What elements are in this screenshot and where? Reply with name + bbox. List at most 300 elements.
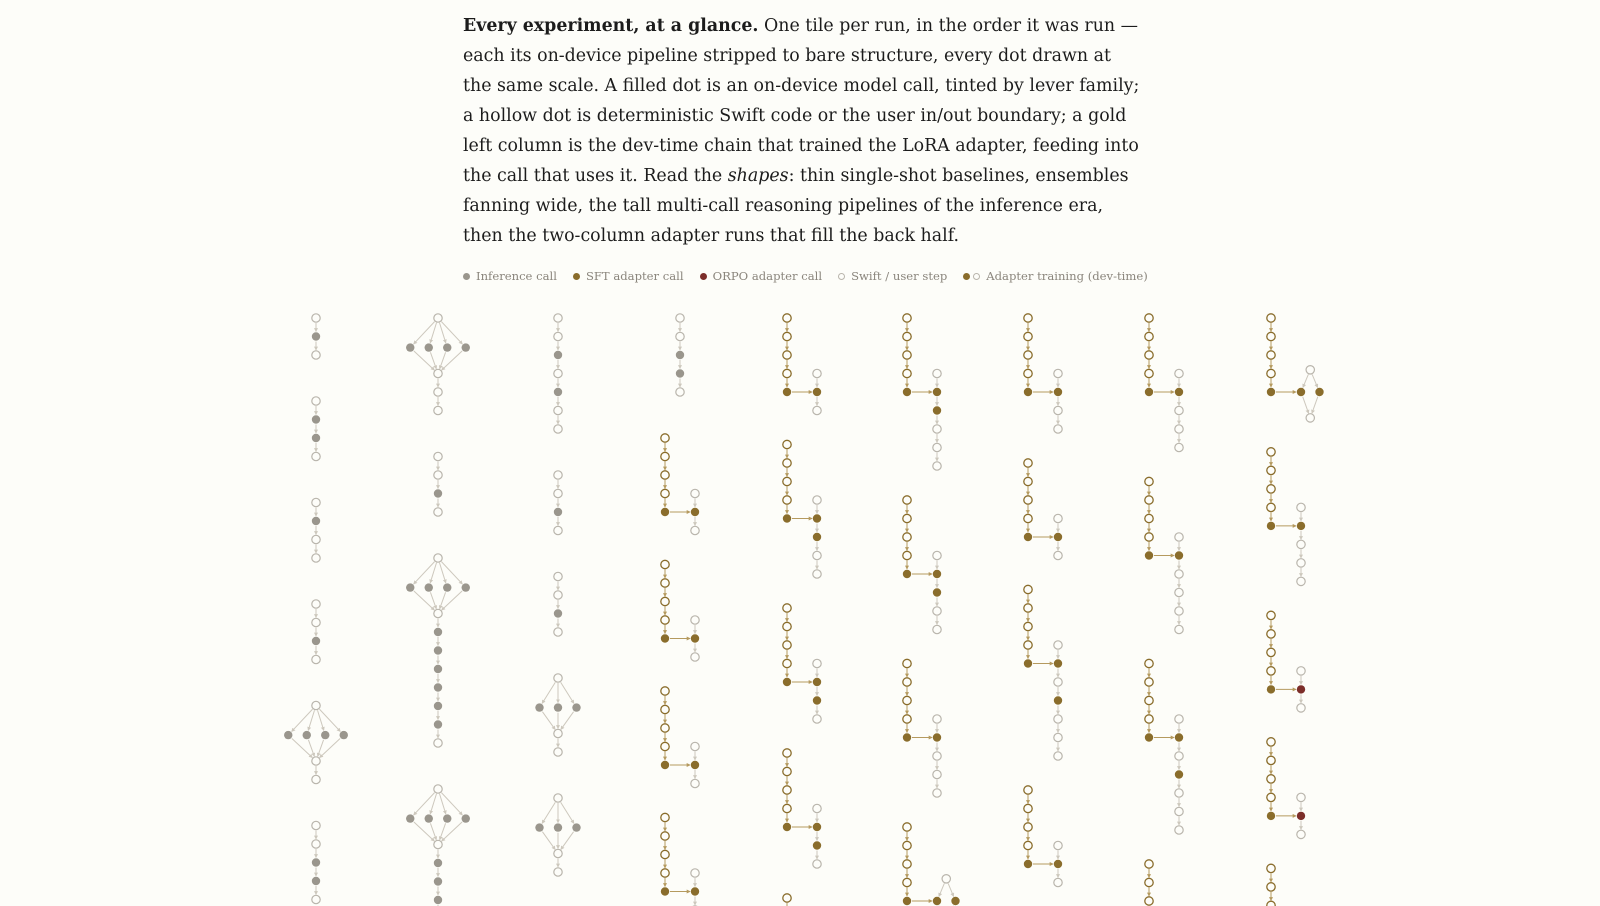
training-node — [783, 641, 791, 649]
training-node — [783, 314, 791, 322]
training-node — [1145, 897, 1153, 905]
intro-emphasis: shapes — [727, 166, 789, 186]
swift-step-node — [933, 607, 941, 615]
adapter-train-output-node — [1267, 685, 1275, 693]
adapter-call-node — [933, 733, 941, 741]
swift-step-node — [1175, 807, 1183, 815]
adapter-call-node — [1297, 388, 1305, 396]
swift-step-node — [1175, 425, 1183, 433]
swift-step-node — [933, 462, 941, 470]
swift-step-node — [1297, 540, 1305, 548]
ensemble-call-node — [406, 814, 414, 822]
swift-step-node — [434, 369, 442, 377]
training-node — [1145, 314, 1153, 322]
swift-step-node — [554, 314, 562, 322]
swift-step-node — [312, 775, 320, 783]
training-node — [1267, 611, 1275, 619]
training-node — [903, 860, 911, 868]
model-call-node — [312, 877, 320, 885]
swift-step-node — [933, 625, 941, 633]
training-node — [1267, 448, 1275, 456]
pipeline-edge — [542, 712, 555, 730]
adapter-train-output-node — [783, 678, 791, 686]
adapter-train-output-node — [1145, 388, 1153, 396]
training-node — [903, 332, 911, 340]
swift-step-node — [1175, 826, 1183, 834]
adapter-call-node — [813, 678, 821, 686]
training-node — [1267, 793, 1275, 801]
intro-text-1: One tile per run, in the order it was run — each its on-device pipeline stripped to bare structure, every dot drawn at the same scale. A filled dot is an on-device model call, tinted by lever family; a hollow dot is deterministic Swift code or the user in/out boundary; a gold left column is the dev-time chain that trained the LoRA adapter, feeding into the call that uses it. Read the — [463, 16, 1140, 186]
swift-step-node — [691, 742, 699, 750]
pipeline-edge — [542, 832, 555, 850]
training-node — [661, 434, 669, 442]
training-node — [903, 533, 911, 541]
swift-step-node — [813, 551, 821, 559]
model-call-node — [1054, 696, 1062, 704]
model-call-node — [434, 683, 442, 691]
training-node — [903, 878, 911, 886]
swift-step-node — [691, 489, 699, 497]
pipeline-edge — [318, 740, 324, 756]
swift-step-node — [676, 332, 684, 340]
swift-step-node — [1054, 369, 1062, 377]
pipeline-edge — [542, 682, 555, 703]
model-call-node — [312, 434, 320, 442]
ensemble-call-node — [443, 343, 451, 351]
adapter-call-node — [1054, 533, 1062, 541]
swift-step-node — [554, 628, 562, 636]
pipeline-edge — [1303, 374, 1308, 387]
training-node — [903, 715, 911, 723]
ensemble-call-node — [462, 814, 470, 822]
training-node — [1024, 369, 1032, 377]
swift-step-node — [1297, 667, 1305, 675]
adapter-call-node — [1175, 388, 1183, 396]
ensemble-call-node — [572, 823, 580, 831]
adapter-train-output-node — [661, 634, 669, 642]
ensemble-call-node — [340, 731, 348, 739]
swift-step-node — [312, 535, 320, 543]
training-node — [1024, 841, 1032, 849]
training-node — [903, 314, 911, 322]
model-call-node — [434, 665, 442, 673]
swift-step-node — [933, 789, 941, 797]
swift-step-node — [1175, 533, 1183, 541]
swift-step-node — [434, 739, 442, 747]
adapter-train-output-node — [783, 514, 791, 522]
training-node — [783, 659, 791, 667]
model-call-node — [1175, 770, 1183, 778]
adapter-call-node — [691, 761, 699, 769]
pipeline-edge — [948, 883, 953, 896]
swift-step-node — [1054, 752, 1062, 760]
swift-step-node — [554, 674, 562, 682]
swift-step-node — [1175, 443, 1183, 451]
swift-step-node — [691, 526, 699, 534]
training-node — [661, 742, 669, 750]
swift-step-node — [312, 701, 320, 709]
model-call-node — [434, 720, 442, 728]
training-node — [661, 705, 669, 713]
swift-step-node — [1306, 366, 1314, 374]
adapter-train-output-node — [903, 733, 911, 741]
adapter-train-output-node — [661, 761, 669, 769]
training-node — [1267, 351, 1275, 359]
training-node — [903, 351, 911, 359]
adapter-call-node — [933, 897, 941, 905]
training-node — [903, 496, 911, 504]
swift-step-node — [691, 616, 699, 624]
swift-step-node — [1054, 733, 1062, 741]
adapter-train-output-node — [1024, 388, 1032, 396]
swift-step-node — [554, 729, 562, 737]
swift-step-node — [434, 609, 442, 617]
training-node — [903, 659, 911, 667]
legend-label-training: Adapter training (dev-time) — [986, 269, 1148, 283]
swift-step-node — [434, 314, 442, 322]
swift-step-node — [434, 554, 442, 562]
training-node — [1267, 630, 1275, 638]
ensemble-call-node — [554, 703, 562, 711]
training-node — [783, 369, 791, 377]
swift-step-node — [554, 369, 562, 377]
swift-step-node — [554, 471, 562, 479]
swift-step-node — [1175, 588, 1183, 596]
model-call-node — [933, 406, 941, 414]
training-node — [1267, 667, 1275, 675]
swift-step-node — [942, 875, 950, 883]
swift-step-node — [1054, 841, 1062, 849]
training-node — [1024, 332, 1032, 340]
model-call-node — [434, 702, 442, 710]
swift-step-node — [312, 821, 320, 829]
training-node — [1267, 485, 1275, 493]
pipeline-edge — [440, 823, 446, 839]
model-call-node — [676, 369, 684, 377]
legend-label-inference: Inference call — [476, 269, 557, 283]
adapter-call-node — [813, 514, 821, 522]
training-node — [1267, 756, 1275, 764]
swift-step-node — [813, 860, 821, 868]
model-call-node — [554, 388, 562, 396]
training-node — [661, 560, 669, 568]
pipeline-edge — [430, 352, 436, 368]
training-node — [661, 579, 669, 587]
model-call-node — [554, 351, 562, 359]
adapter-train-output-node — [1267, 388, 1275, 396]
swift-step-node — [312, 554, 320, 562]
training-node — [1267, 883, 1275, 891]
swift-step-node — [434, 452, 442, 460]
model-call-node — [434, 877, 442, 885]
swift-step-node — [1297, 503, 1305, 511]
training-node — [1145, 860, 1153, 868]
training-node — [903, 514, 911, 522]
model-call-node — [434, 628, 442, 636]
training-node — [1145, 659, 1153, 667]
training-node — [783, 477, 791, 485]
training-node — [1145, 351, 1153, 359]
swift-step-node — [1306, 414, 1314, 422]
training-node — [783, 786, 791, 794]
swift-step-node — [813, 715, 821, 723]
training-node — [1145, 477, 1153, 485]
adapter-train-output-node — [1145, 551, 1153, 559]
model-call-node — [434, 489, 442, 497]
training-node — [1145, 332, 1153, 340]
swift-step-node — [691, 779, 699, 787]
training-node — [1267, 738, 1275, 746]
training-node — [1267, 369, 1275, 377]
ensemble-call-node — [443, 583, 451, 591]
swift-step-node — [691, 653, 699, 661]
swift-step-node — [933, 551, 941, 559]
pipeline-edge — [430, 592, 436, 608]
adapter-call-node — [1175, 733, 1183, 741]
model-call-node — [813, 696, 821, 704]
swift-step-node — [1054, 715, 1062, 723]
swift-step-node — [1297, 577, 1305, 585]
pipeline-edge — [440, 592, 446, 608]
swift-step-node — [1175, 607, 1183, 615]
pipeline-edge — [440, 352, 446, 368]
ensemble-call-node — [406, 343, 414, 351]
pipeline-edge — [1303, 397, 1309, 413]
swift-step-node — [813, 570, 821, 578]
training-node — [1145, 678, 1153, 686]
training-node — [783, 749, 791, 757]
ensemble-call-node — [535, 823, 543, 831]
training-node — [903, 823, 911, 831]
swift-step-node — [1175, 715, 1183, 723]
swift-step-node — [554, 425, 562, 433]
swift-step-node — [1054, 551, 1062, 559]
swift-step-node — [554, 868, 562, 876]
model-call-node — [312, 858, 320, 866]
swift-step-node — [1175, 789, 1183, 797]
swift-step-node — [676, 388, 684, 396]
swift-step-node — [554, 572, 562, 580]
swift-step-node — [1054, 406, 1062, 414]
swift-step-node — [691, 869, 699, 877]
ensemble-call-node — [425, 583, 433, 591]
swift-step-node — [554, 332, 562, 340]
adapter-call-node — [933, 570, 941, 578]
training-node — [661, 597, 669, 605]
adapter-train-output-node — [783, 823, 791, 831]
training-node — [783, 496, 791, 504]
swift-step-node — [813, 369, 821, 377]
training-node — [661, 616, 669, 624]
training-node — [661, 687, 669, 695]
adapter-train-output-node — [661, 508, 669, 516]
training-node — [1267, 314, 1275, 322]
model-call-node — [434, 896, 442, 904]
swift-step-node — [1297, 704, 1305, 712]
training-node — [783, 459, 791, 467]
swift-step-node — [312, 314, 320, 322]
ensemble-call-node — [572, 703, 580, 711]
training-node — [1024, 641, 1032, 649]
swift-step-node — [1297, 559, 1305, 567]
swift-step-node — [1054, 425, 1062, 433]
training-node — [661, 850, 669, 858]
swift-step-node — [1175, 752, 1183, 760]
swift-step-node — [1175, 406, 1183, 414]
swift-step-node — [312, 655, 320, 663]
ensemble-call-node — [462, 343, 470, 351]
training-node — [1024, 585, 1032, 593]
training-node — [1145, 696, 1153, 704]
training-node — [1267, 864, 1275, 872]
model-call-node — [434, 859, 442, 867]
adapter-train-output-node — [903, 388, 911, 396]
swift-step-node — [434, 508, 442, 516]
adapter-call-node — [1297, 522, 1305, 530]
training-node — [1267, 466, 1275, 474]
swift-step-node — [312, 840, 320, 848]
swift-step-node — [933, 752, 941, 760]
adapter-train-output-node — [903, 570, 911, 578]
swift-step-node — [434, 471, 442, 479]
training-node — [661, 813, 669, 821]
model-call-node — [434, 646, 442, 654]
swift-step-node — [434, 840, 442, 848]
pipeline-edge — [561, 832, 574, 850]
pipeline-edge — [561, 802, 574, 823]
training-node — [1024, 786, 1032, 794]
model-call-node — [813, 533, 821, 541]
swift-step-node — [554, 591, 562, 599]
intro-text-2: : thin single-shot baselines, ensembles fanning wide, the tall multi-call reasoning pipelines of the inference era, then the two-column adapter runs that fill the back half. — [463, 166, 1129, 246]
swift-step-node — [813, 804, 821, 812]
swift-step-node — [1054, 514, 1062, 522]
pipeline-edge — [308, 740, 314, 756]
swift-step-node — [1054, 678, 1062, 686]
training-node — [1024, 496, 1032, 504]
swift-step-node — [1175, 369, 1183, 377]
adapter-call-node — [1297, 685, 1305, 693]
adapter-call-node — [1054, 860, 1062, 868]
training-node — [783, 351, 791, 359]
swift-step-node — [554, 406, 562, 414]
training-node — [1024, 351, 1032, 359]
training-node — [661, 471, 669, 479]
swift-step-node — [933, 715, 941, 723]
swift-step-node — [434, 785, 442, 793]
legend-label-sft: SFT adapter call — [585, 269, 684, 283]
swift-step-node — [434, 406, 442, 414]
adapter-call-node — [691, 887, 699, 895]
pipeline-edge — [430, 823, 436, 839]
swift-step-node — [312, 452, 320, 460]
training-node — [1024, 823, 1032, 831]
adapter-call-node — [813, 388, 821, 396]
training-node — [661, 832, 669, 840]
training-node — [1145, 369, 1153, 377]
training-node — [1145, 514, 1153, 522]
swift-step-node — [312, 895, 320, 903]
training-node — [783, 804, 791, 812]
adapter-call-node — [951, 897, 959, 905]
training-node — [1145, 533, 1153, 541]
swift-step-node — [1297, 793, 1305, 801]
swift-step-node — [813, 496, 821, 504]
training-node — [783, 622, 791, 630]
training-node — [783, 767, 791, 775]
training-node — [661, 869, 669, 877]
adapter-train-output-node — [1145, 733, 1153, 741]
ensemble-call-node — [303, 731, 311, 739]
training-node — [783, 440, 791, 448]
adapter-call-node — [1297, 812, 1305, 820]
adapter-train-output-node — [903, 897, 911, 905]
ensemble-call-node — [535, 703, 543, 711]
swift-step-node — [312, 498, 320, 506]
swift-step-node — [434, 388, 442, 396]
training-node — [1024, 804, 1032, 812]
training-node — [903, 696, 911, 704]
swift-step-node — [554, 489, 562, 497]
adapter-train-output-node — [1267, 522, 1275, 530]
swift-step-node — [933, 770, 941, 778]
swift-step-node — [554, 794, 562, 802]
training-node — [783, 894, 791, 902]
adapter-call-node — [1054, 659, 1062, 667]
swift-step-node — [312, 618, 320, 626]
ensemble-call-node — [284, 731, 292, 739]
model-call-node — [312, 517, 320, 525]
training-node — [903, 841, 911, 849]
swift-step-node — [312, 351, 320, 359]
adapter-call-node — [1175, 551, 1183, 559]
swift-step-node — [813, 659, 821, 667]
ensemble-call-node — [425, 814, 433, 822]
model-call-node — [813, 841, 821, 849]
swift-step-node — [554, 849, 562, 857]
training-node — [1267, 503, 1275, 511]
adapter-call-node — [933, 388, 941, 396]
training-node — [1024, 314, 1032, 322]
adapter-call-node — [691, 508, 699, 516]
adapter-train-output-node — [783, 388, 791, 396]
ensemble-call-node — [443, 814, 451, 822]
swift-step-node — [1175, 570, 1183, 578]
training-node — [1267, 901, 1275, 906]
model-call-node — [312, 637, 320, 645]
pipeline-edge — [1312, 397, 1318, 413]
training-node — [661, 452, 669, 460]
swift-step-node — [554, 748, 562, 756]
pipeline-edge — [561, 682, 574, 703]
adapter-train-output-node — [1024, 533, 1032, 541]
training-node — [661, 724, 669, 732]
training-node — [1145, 715, 1153, 723]
ensemble-call-node — [425, 343, 433, 351]
pipeline-edge — [939, 883, 944, 896]
ensemble-call-node — [554, 823, 562, 831]
swift-step-node — [1297, 830, 1305, 838]
adapter-call-node — [691, 634, 699, 642]
training-node — [903, 369, 911, 377]
swift-step-node — [676, 314, 684, 322]
swift-step-node — [554, 526, 562, 534]
adapter-train-output-node — [1024, 860, 1032, 868]
ensemble-call-node — [321, 731, 329, 739]
pipeline-edge — [542, 802, 555, 823]
training-node — [1024, 514, 1032, 522]
model-call-node — [312, 415, 320, 423]
